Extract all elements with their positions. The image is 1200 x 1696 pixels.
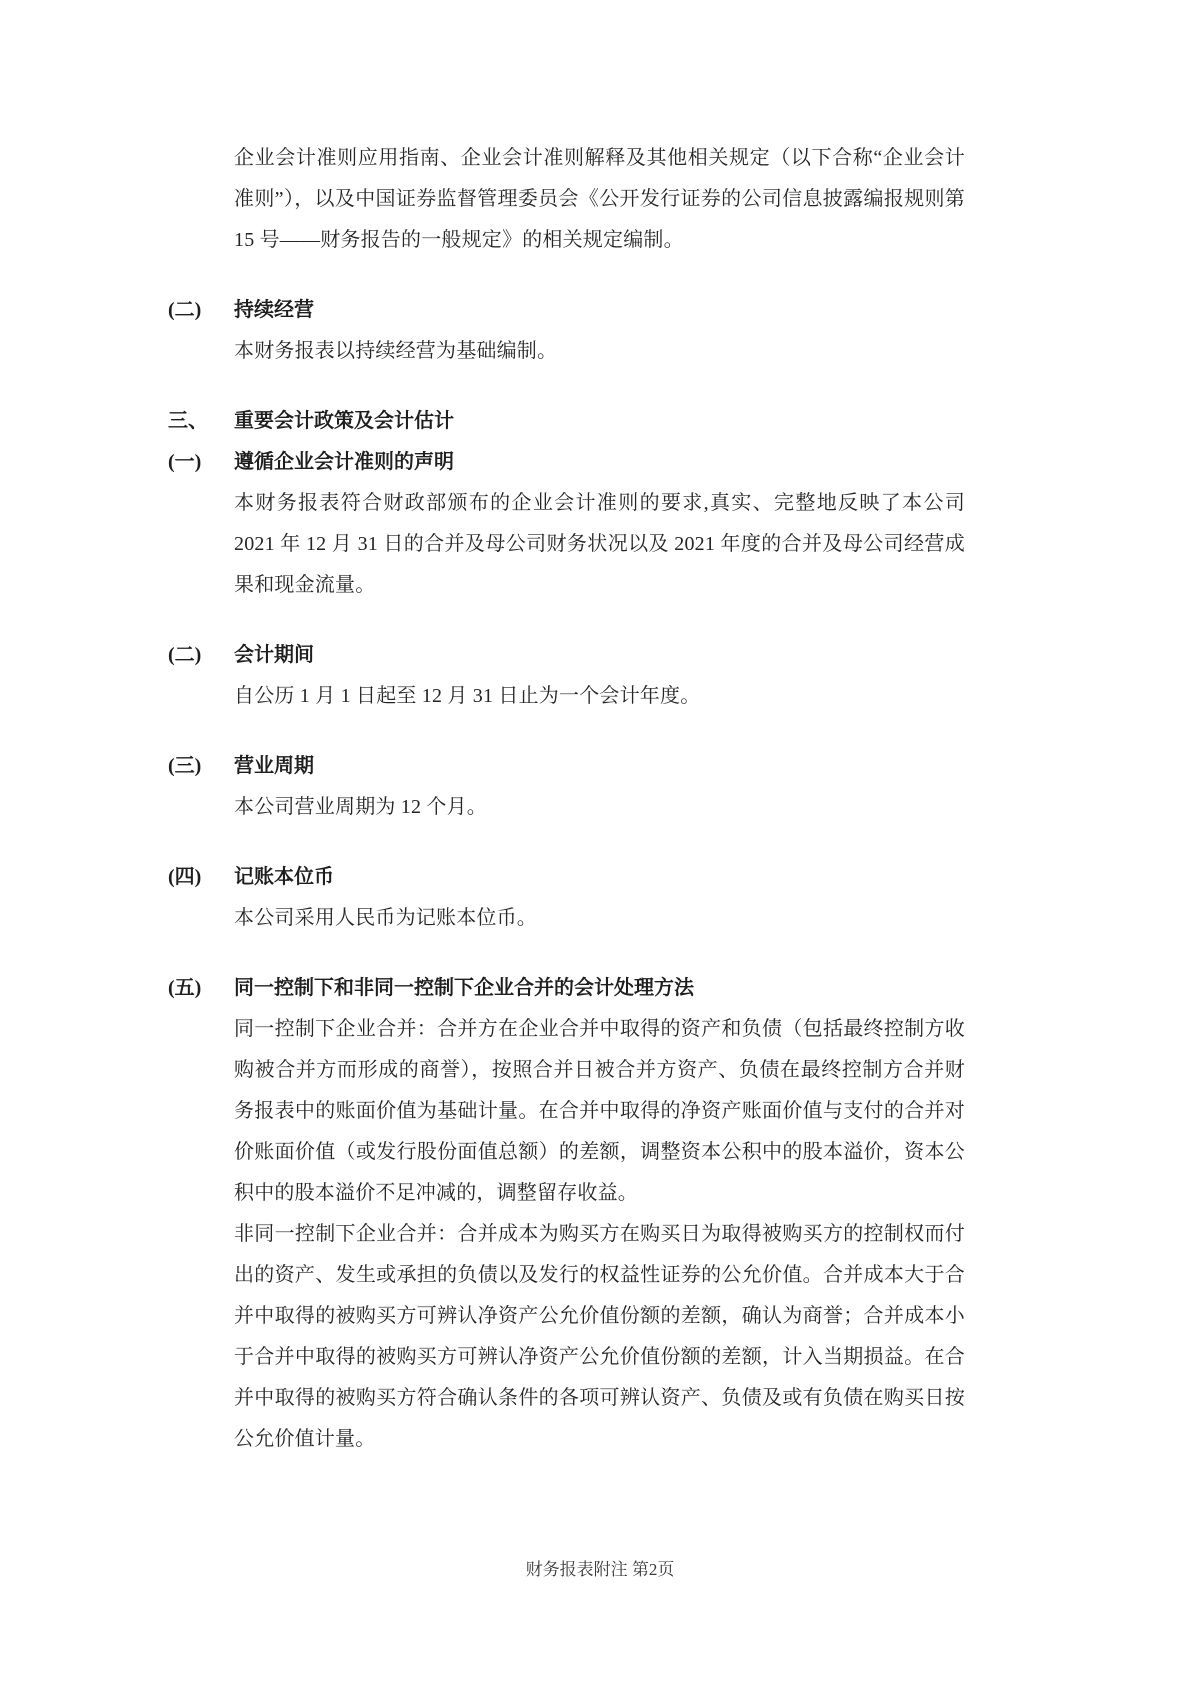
section-heading (168, 857, 965, 898)
chapter-number: 三、 (168, 410, 208, 432)
section-heading (168, 968, 965, 1009)
paragraph-functional-currency: 本公司采用人民币为记账本位币。 (234, 907, 537, 929)
page-footer: 财务报表附注 第2页 (525, 1560, 675, 1579)
chapter-accounting-policies (168, 401, 965, 442)
section-title: 会计期间 (234, 644, 314, 666)
section-number: (三) (168, 755, 202, 777)
section-title: 持续经营 (234, 299, 314, 321)
section-title: 记账本位币 (234, 866, 334, 888)
section-title: 同一控制下和非同一控制下企业合并的会计处理方法 (234, 977, 694, 999)
section-number: (五) (168, 977, 202, 999)
section-accounting-period (168, 635, 965, 717)
section-number: (二) (168, 299, 202, 321)
section-business-combinations (168, 968, 965, 1460)
section-heading (168, 290, 965, 331)
paragraph-basis-of-preparation: 企业会计准则应用指南、企业会计准则解释及其他相关规定（以下合称“企业会计准则”），以及中国证券监督管理委员会《公开发行证券的公司信息披露编报规则第 15 号——财务报告的一般规定》的相关规定编制。 (234, 147, 965, 251)
section-heading (168, 635, 965, 676)
section-number: (一) (168, 451, 202, 473)
chapter-heading (168, 401, 965, 442)
section-continuation (168, 138, 965, 261)
section-operating-cycle (168, 746, 965, 828)
section-number: (二) (168, 644, 202, 666)
section-going-concern (168, 290, 965, 372)
section-title: 营业周期 (234, 755, 314, 777)
section-heading (168, 746, 965, 787)
section-functional-currency (168, 857, 965, 939)
paragraph-going-concern: 本财务报表以持续经营为基础编制。 (234, 340, 558, 362)
paragraph-compliance: 本财务报表符合财政部颁布的企业会计准则的要求,真实、完整地反映了本公司 2021 年 12 月 31 日的合并及母公司财务状况以及 2021 年度的合并及母公司经营成果和现金流量。 (234, 492, 965, 596)
paragraph-non-common-control-combination: 非同一控制下企业合并：合并成本为购买方在购买日为取得被购买方的控制权而付出的资产、发生或承担的负债以及发行的权益性证券的公允价值。合并成本大于合并中取得的被购买方可辨认净资产公允价值份额的差额，确认为商誉；合并成本小于合并中取得的被购买方可辨认净资产公允价值份额的差额，计入当期损益。在合并中取得的被购买方符合确认条件的各项可辨认资产、负债及或有负债在购买日按公允价值计量。 (234, 1223, 965, 1450)
paragraph-operating-cycle: 本公司营业周期为 12 个月。 (234, 796, 487, 818)
paragraph-accounting-period: 自公历 1 月 1 日起至 12 月 31 日止为一个会计年度。 (234, 685, 701, 707)
section-title: 遵循企业会计准则的声明 (234, 451, 454, 473)
chapter-title: 重要会计政策及会计估计 (234, 410, 454, 432)
paragraph-common-control-combination: 同一控制下企业合并：合并方在企业合并中取得的资产和负债（包括最终控制方收购被合并方而形成的商誉），按照合并日被合并方资产、负债在最终控制方合并财务报表中的账面价值为基础计量。在合并中取得的净资产账面价值与支付的合并对价账面价值（或发行股份面值总额）的差额，调整资本公积中的股本溢价，资本公积中的股本溢价不足冲减的，调整留存收益。 (234, 1018, 965, 1204)
section-compliance-statement (168, 442, 965, 606)
section-heading (168, 442, 965, 483)
section-number: (四) (168, 866, 202, 888)
